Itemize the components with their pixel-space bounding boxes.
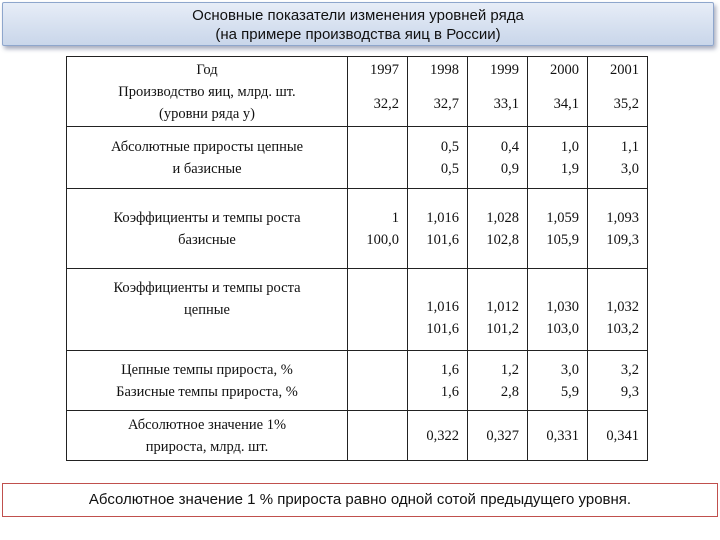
- table-row: [67, 189, 648, 269]
- table-row: [67, 269, 648, 351]
- base-coef-cell: 1,059 105,9: [528, 189, 588, 269]
- table-row: [67, 351, 648, 411]
- chain-coef-cell: 1,030 103,0: [528, 269, 588, 351]
- year-cell: 1998 32,7: [408, 57, 468, 127]
- year-cell: 2000 34,1: [528, 57, 588, 127]
- table-row: [67, 57, 648, 127]
- abs-growth-cell: 0,5 0,5: [408, 127, 468, 189]
- one-percent-label: Абсолютное значение 1% прироста, млрд. шт.: [67, 411, 348, 461]
- one-percent-cell: 0,322: [408, 411, 468, 461]
- one-percent-cell: [348, 411, 408, 461]
- chain-coef-cell: 1,012 101,2: [468, 269, 528, 351]
- base-coef-label: Коэффициенты и темпы роста базисные: [67, 189, 348, 269]
- one-percent-cell: 0,327: [468, 411, 528, 461]
- base-coef-cell: 1,093 109,3: [588, 189, 648, 269]
- chain-coef-cell: 1,032 103,2: [588, 269, 648, 351]
- abs-growth-label: Абсолютные приросты цепные и базисные: [67, 127, 348, 189]
- abs-growth-cell: 1,0 1,9: [528, 127, 588, 189]
- year-cell: 1999 33,1: [468, 57, 528, 127]
- abs-growth-cell: 1,1 3,0: [588, 127, 648, 189]
- title-line-2: (на примере производства яиц в России): [215, 26, 501, 43]
- year-production-label: [67, 57, 348, 127]
- table-row: [67, 411, 648, 461]
- title-line-1: Основные показатели изменения уровней ряда: [192, 7, 524, 24]
- chain-coef-cell: 1,016 101,6: [408, 269, 468, 351]
- growth-rate-cell: 3,0 5,9: [528, 351, 588, 411]
- year-label: Год: [196, 62, 218, 78]
- base-coef-cell: 1 100,0: [348, 189, 408, 269]
- year-cell: 1997 32,2: [348, 57, 408, 127]
- growth-rate-cell: 1,6 1,6: [408, 351, 468, 411]
- growth-rate-cell: 3,2 9,3: [588, 351, 648, 411]
- growth-rate-label: Цепные темпы прироста, % Базисные темпы прироста, %: [67, 351, 348, 411]
- base-coef-cell: 1,016 101,6: [408, 189, 468, 269]
- table-row: [67, 127, 648, 189]
- one-percent-cell: 0,341: [588, 411, 648, 461]
- slide-title: [2, 2, 714, 46]
- growth-rate-cell: [348, 351, 408, 411]
- chain-coef-cell: [348, 269, 408, 351]
- abs-growth-cell: [348, 127, 408, 189]
- abs-growth-cell: 0,4 0,9: [468, 127, 528, 189]
- indicators-table: [66, 56, 648, 461]
- year-cell: 2001 35,2: [588, 57, 648, 127]
- one-percent-cell: 0,331: [528, 411, 588, 461]
- growth-rate-cell: 1,2 2,8: [468, 351, 528, 411]
- footnote: Абсолютное значение 1 % прироста равно одной сотой предыдущего уровня.: [2, 483, 718, 517]
- base-coef-cell: 1,028 102,8: [468, 189, 528, 269]
- production-label: Производство яиц, млрд. шт.: [118, 84, 296, 100]
- chain-coef-label: Коэффициенты и темпы роста цепные: [67, 269, 348, 351]
- production-sublabel: (уровни ряда y): [158, 106, 255, 122]
